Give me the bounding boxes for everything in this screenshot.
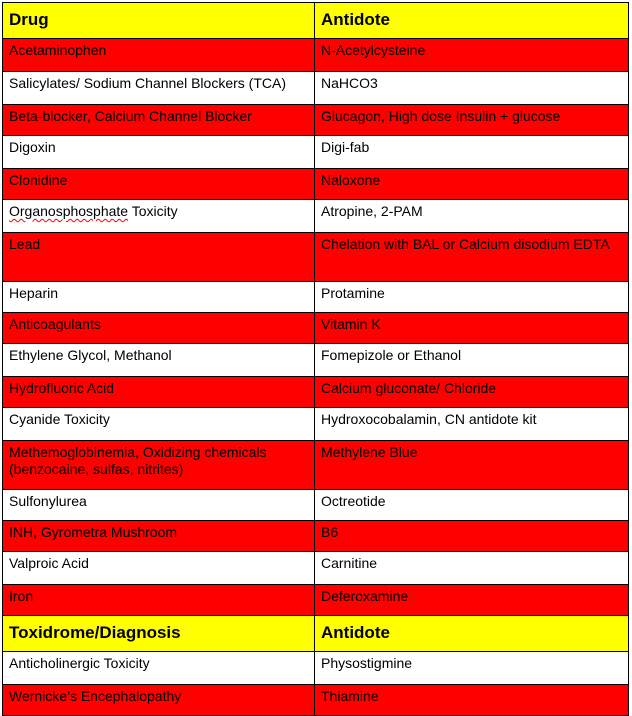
cell-antidote: Chelation with BAL or Calcium disodium EDTA (315, 233, 629, 282)
table-row (3, 72, 629, 105)
table-row (3, 169, 629, 200)
cell-antidote: Vitamin K (315, 313, 629, 344)
table-row (3, 377, 629, 408)
cell-antidote: Atropine, 2-PAM (315, 200, 629, 233)
header-cell-category: Toxidrome/Diagnosis (3, 616, 315, 652)
cell-drug: Lead (3, 233, 315, 282)
cell-drug: Heparin (3, 282, 315, 313)
table-row (3, 552, 629, 585)
table-row (3, 39, 629, 72)
table-header-row (3, 616, 629, 652)
table-row (3, 521, 629, 552)
cell-drug: Beta-blocker, Calcium Channel Blocker (3, 105, 315, 136)
header-cell-antidote: Antidote (315, 3, 629, 39)
table-row (3, 441, 629, 490)
cell-drug: Anticholinergic Toxicity (3, 652, 315, 685)
antidote-table-container (2, 2, 629, 716)
antidote-table (2, 2, 629, 716)
table-row (3, 282, 629, 313)
cell-drug: Digoxin (3, 136, 315, 169)
cell-antidote: Naloxone (315, 169, 629, 200)
cell-antidote: Octreotide (315, 490, 629, 521)
table-row (3, 200, 629, 233)
cell-drug: Acetaminophen (3, 39, 315, 72)
table-row (3, 585, 629, 616)
table-row (3, 344, 629, 377)
cell-drug: Valproic Acid (3, 552, 315, 585)
cell-antidote: Calcium gluconate/ Chloride (315, 377, 629, 408)
cell-antidote: B6 (315, 521, 629, 552)
table-row (3, 490, 629, 521)
cell-antidote: Carnitine (315, 552, 629, 585)
cell-antidote: Methylene Blue (315, 441, 629, 490)
cell-antidote: Deferoxamine (315, 585, 629, 616)
cell-antidote: Protamine (315, 282, 629, 313)
header-cell-category: Drug (3, 3, 315, 39)
cell-drug: Cyanide Toxicity (3, 408, 315, 441)
cell-drug: Iron (3, 585, 315, 616)
table-row (3, 408, 629, 441)
table-row (3, 652, 629, 685)
cell-antidote: Physostigmine (315, 652, 629, 685)
table-header-row (3, 3, 629, 39)
cell-drug: Hydrofluoric Acid (3, 377, 315, 408)
cell-antidote: Digi-fab (315, 136, 629, 169)
table-row (3, 685, 629, 716)
table-row (3, 313, 629, 344)
cell-antidote: N-Acetylcysteine (315, 39, 629, 72)
table-row (3, 233, 629, 282)
cell-drug: Anticoagulants (3, 313, 315, 344)
cell-drug (3, 200, 315, 233)
header-cell-antidote: Antidote (315, 616, 629, 652)
cell-antidote: Thiamine (315, 685, 629, 716)
cell-drug: Ethylene Glycol, Methanol (3, 344, 315, 377)
spellcheck-underline-word: Organosphosphate (9, 203, 129, 219)
cell-antidote: Glucagon, High dose Insulin + glucose (315, 105, 629, 136)
cell-drug: Methemoglobinemia, Oxidizing chemicals (benzocaine, sulfas, nitrites) (3, 441, 315, 490)
cell-text-rest: Toxicity (128, 203, 178, 219)
cell-drug: Wernicke’s Encephalopathy (3, 685, 315, 716)
cell-drug: Clonidine (3, 169, 315, 200)
cell-drug: Sulfonylurea (3, 490, 315, 521)
cell-antidote: Fomepizole or Ethanol (315, 344, 629, 377)
table-row (3, 105, 629, 136)
cell-drug: INH, Gyrometra Mushroom (3, 521, 315, 552)
table-row (3, 136, 629, 169)
cell-antidote: NaHCO3 (315, 72, 629, 105)
cell-drug: Salicylates/ Sodium Channel Blockers (TCA) (3, 72, 315, 105)
cell-antidote: Hydroxocobalamin, CN antidote kit (315, 408, 629, 441)
